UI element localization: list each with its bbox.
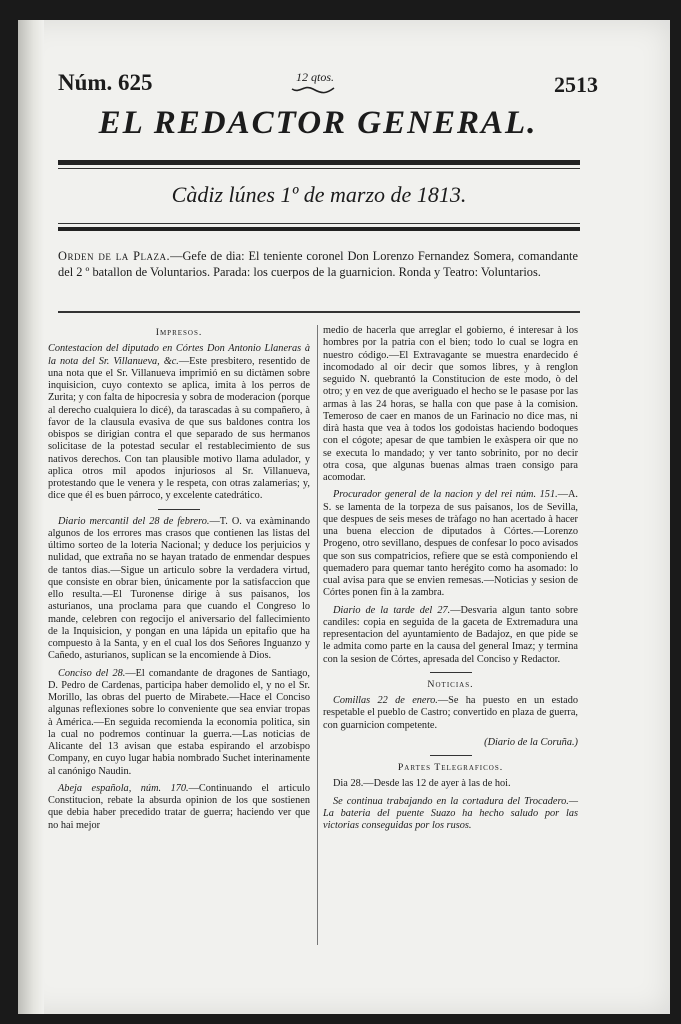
orden-de-la-plaza xyxy=(58,248,578,280)
article-diario-mercantil xyxy=(48,516,310,663)
handwritten-note: 12 qtos. xyxy=(296,70,335,84)
article-text: —Continuando el articulo Constitucion, rebate la absurda opinion de los que sostienen que debia haber precedido tratar de guerra; haciendo ver que no hai mejor xyxy=(48,782,310,831)
impresos-heading: Impresos. xyxy=(155,327,203,338)
orden-text: —Gefe de dia: El teniente coronel Don Lorenzo Fernandez Somera, comandante del 2 º batallon de Voluntarios. Parada: los cuerpos de la guarnicion. Ronda y Teatro: Voluntarios. xyxy=(58,249,578,279)
masthead-rule-thick xyxy=(58,160,580,165)
article-text: —El comandante de dragones de Santiago, D. Pedro de Cardenas, participa haber demolido el, y no el Sr. Morillo, las obras del puerto de Mirabete.—Hace el Conciso algunas reflexiones sobre lo conveniente que sea enviar tropas à América.—En seguida recomienda la economia politica, sin la cual no podremos continuar la guerra.—Las noticias de Alicante del 13 avisan que estaba espirando el arzobispo Company, en cuyo lugar habia nombrado Suchet interinamente al canónigo Naudin. xyxy=(48,667,310,777)
article-title: Contestacion del diputado en Córtes Don Antonio Llaneras à la nota del Sr. Villanueva, &c. xyxy=(48,343,310,367)
issue-number: Núm. 625 xyxy=(58,70,153,95)
masthead-title: EL REDACTOR GENERAL. xyxy=(98,105,538,141)
noticias-source: (Diario de la Coruña.) xyxy=(484,736,578,748)
article-conciso xyxy=(48,668,310,778)
partes-day: Dia 28.—Desde las 12 de ayer à las de hoi. xyxy=(333,778,511,790)
article-diario-tarde xyxy=(323,605,578,666)
issue-header xyxy=(58,70,598,104)
partes-heading: Partes Telegraficos. xyxy=(397,762,504,773)
article-continuation: medio de hacerla que arreglar el gobierno, é interesar à los hombres por la patria con el bien; todo lo cual se logra en nuestro código.—El Extravagante se muestra enardecido é incomodado al oir decir que somos libres, y à renglon seguido N. quebrantó la Constitucion de este modo, ò del otro; y en vez de que averiguado el hecho se le pasase por las armas à las 24 horas, se halla con que pase à la comision. Temeroso de caer en manos de un Farinacio no dice mas, ni dirà hasta que vea à todos los godoistas haciendo bodoques con el cógote; apesar de que tambien le exàspera oir que no se executa lo mandado; y ver tanto sobrinito, por no decir otra cosa, que algunas buenas almas traen consigo para acomodar. xyxy=(323,325,578,483)
dateline: Càdiz lúnes 1º de marzo de 1813. xyxy=(171,182,467,207)
binding-shadow xyxy=(18,20,44,1014)
article-procurador xyxy=(323,489,578,599)
article-title: Abeja española, núm. 170. xyxy=(58,782,189,794)
date-rule-thick xyxy=(58,227,580,231)
column-divider xyxy=(317,325,318,945)
article-divider xyxy=(430,672,472,673)
page-number: 2513 xyxy=(554,72,598,97)
noticias-heading: Noticias. xyxy=(427,678,474,690)
section-rule xyxy=(58,311,580,313)
article-contestacion xyxy=(48,343,310,502)
article-title: Diario de la tarde del 27. xyxy=(333,604,451,616)
left-column xyxy=(48,325,310,837)
article-divider xyxy=(158,509,200,510)
article-title: Diario mercantil del 28 de febrero. xyxy=(58,515,210,527)
handwritten-flourish-icon xyxy=(290,84,336,94)
orden-heading: Orden de la Plaza. xyxy=(58,249,171,263)
article-title: Comillas 22 de enero. xyxy=(333,695,438,706)
newspaper-page xyxy=(18,20,670,1014)
article-noticias xyxy=(323,695,578,732)
article-text: —Se ha puesto en un estado respetable el pueblo de Castro; convertido en plaza de guerra, con guarnicion competente. xyxy=(323,695,578,731)
article-text: —T. O. va exàminando algunos de los errores mas crasos que contienen las listas del último sorteo de la loteria Nacional; y deduce los perjuicios y nulidad, que extraña no se hayan tratado de enmendar despues de tantos dias.—Sigue un articulo sobre la verdadera virtud, que consiste en obrar bien, únicamente por la satisfaccion que ello resulta.—El Turonense dirige à sus paisanos, los asturianos, una proclama para que cuando el Congreso lo mande, celebren con regocijo el aniversario del fallecimiento de la Inquisicion, y pongan en una lápida un epitafio que ha compuesto à la Santa, y en el cual los dos Señores Inguanzo y Cañedo, asturianos, suplican se la encomiende à Dios. xyxy=(48,515,310,662)
article-abeja xyxy=(48,783,310,832)
masthead-rule-thin xyxy=(58,168,580,169)
partes-text: Se continua trabajando en la cortadura del Trocadero.—La bateria del puente Suazo ha hecho saludo por las victorias conseguidas por los rusos. xyxy=(323,795,578,831)
article-title: Procurador general de la nacion y del rei núm. 151. xyxy=(333,489,558,501)
right-column xyxy=(323,325,578,837)
article-text: —Desvaria algun tanto sobre candiles: copia en seguida de la gaceta de Extremadura una representacion del ayuntamiento de Badajoz, en que pide se le admita como parte en la causa del general Imaz; y termina con la sesion de Córtes, apresada del Conciso y Redactor. xyxy=(323,604,578,665)
article-text: —A. S. se lamenta de la torpeza de sus paisanos, los de Sevilla, que despues de seis meses de tràfago no han acertado à hacer una buena eleccion de diputados à Córtes.—Lorenzo Progeno, otro sevillano, despues de confesar lo poco avisados que son sus compatricios, refiere que se està componiendo el quemadero para quemar tanto herégito como ha asomado: lo cual avisa para que se envien remesas.—Noticias y sesion de Córtes ponen fin à la zambra. xyxy=(323,489,578,599)
article-text: —Este presbitero, resentido de una nota que el Sr. Villanueva imprimió en su dictàmen sobre inquisicion, cuyo contexto se aplica, imita à los perros de Zurita; y con falta de hipocresia y sobra de moderacion (porque al derecho cualquiera lo dicé), da tarascadas à su compañero, à favor de la clausula evasiva de que sus baldones contra los obispos se dirigian contra el que separado de sus hermanos solicitase de la potestad secular el restablecimiento de sus nativos derechos. Con tan plausible motivo llama adulador, y aplica otros mil apodos injuriosos al Sr. Villanueva, protestando que le venera y le respeta, con otras zalamerias; y, dice que él es buen párroco, y excelente catedrático. xyxy=(48,355,310,502)
date-rule-thin xyxy=(58,223,580,224)
article-title: Conciso del 28. xyxy=(58,667,126,679)
article-divider xyxy=(430,755,472,756)
